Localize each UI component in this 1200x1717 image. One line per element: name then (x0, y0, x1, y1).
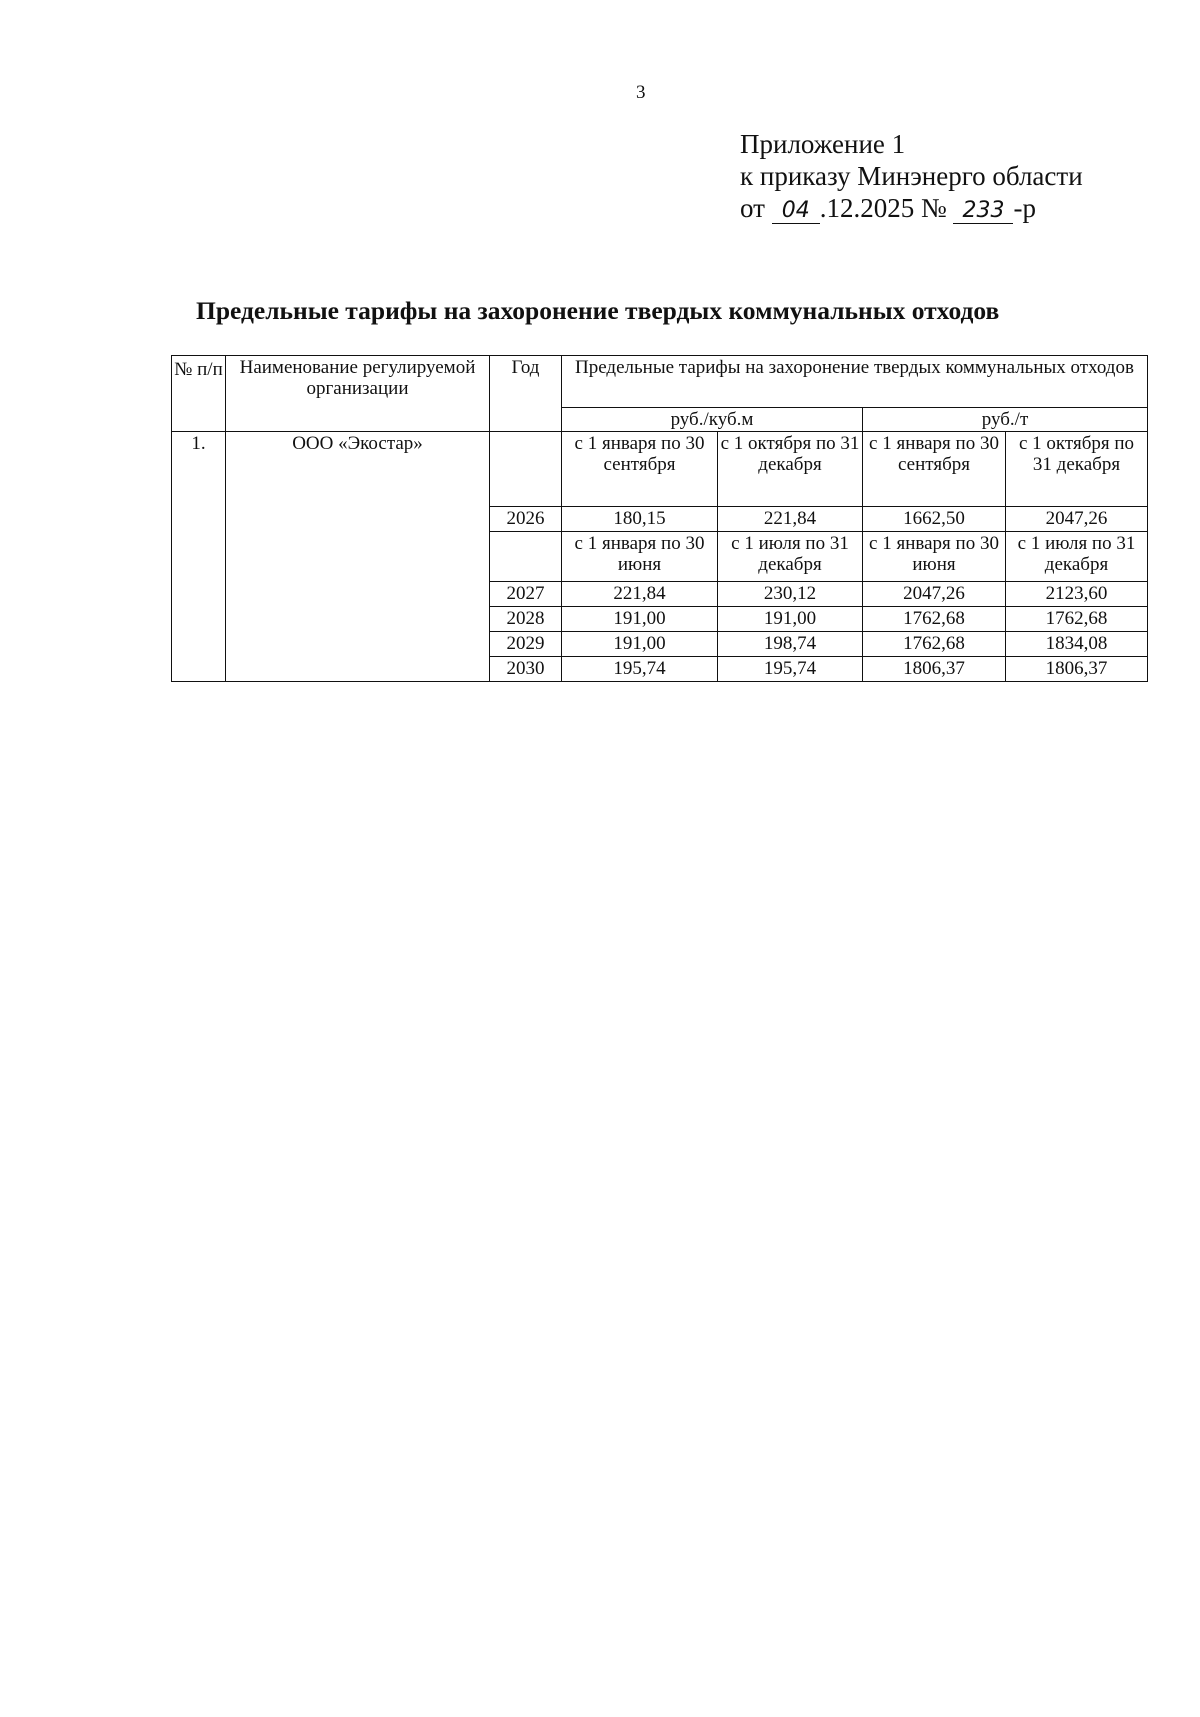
date-rest: .12.2025 № (819, 193, 947, 223)
appendix-line-2: к приказу Минэнерго области (740, 161, 1083, 191)
value-cell: 2123,60 (1006, 582, 1148, 607)
order-suffix: -р (1013, 193, 1036, 223)
header-unit-m3: руб./куб.м (562, 408, 863, 432)
handwritten-day: 04 (772, 199, 820, 224)
appendix-line-3 (740, 192, 1083, 224)
header-year: Год (490, 356, 562, 432)
handwritten-number: 233 (953, 199, 1013, 224)
value-cell: 1834,08 (1006, 632, 1148, 657)
header-num: № п/п (172, 356, 226, 432)
value-cell: 1806,37 (1006, 657, 1148, 682)
value-cell: 230,12 (718, 582, 863, 607)
value-cell: 191,00 (718, 607, 863, 632)
period-cell: с 1 июля по 31 декабря (1006, 532, 1148, 582)
value-cell: 191,00 (562, 632, 718, 657)
year-cell: 2030 (490, 657, 562, 682)
header-tariffs: Предельные тарифы на захоронение твердых коммунальных отходов (562, 356, 1148, 408)
year-cell: 2028 (490, 607, 562, 632)
value-cell: 1762,68 (1006, 607, 1148, 632)
period-cell: с 1 октября по 31 декабря (718, 432, 863, 507)
document-title: Предельные тарифы на захоронение твердых коммунальных отходов (196, 296, 1000, 325)
date-prefix: от (740, 193, 765, 223)
header-unit-t: руб./т (863, 408, 1148, 432)
organization-name: ООО «Экостар» (226, 432, 490, 682)
value-cell: 2047,26 (863, 582, 1006, 607)
year-empty (490, 532, 562, 582)
value-cell: 1662,50 (863, 507, 1006, 532)
value-cell: 1762,68 (863, 632, 1006, 657)
period-cell: с 1 января по 30 июня (863, 532, 1006, 582)
year-cell: 2027 (490, 582, 562, 607)
appendix-block (740, 128, 1083, 224)
year-cell: 2029 (490, 632, 562, 657)
value-cell: 221,84 (718, 507, 863, 532)
value-cell: 191,00 (562, 607, 718, 632)
header-org: Наименование регулируемой организации (226, 356, 490, 432)
row-number: 1. (172, 432, 226, 682)
value-cell: 221,84 (562, 582, 718, 607)
value-cell: 2047,26 (1006, 507, 1148, 532)
value-cell: 1806,37 (863, 657, 1006, 682)
period-cell: с 1 января по 30 июня (562, 532, 718, 582)
period-cell: с 1 января по 30 сентября (863, 432, 1006, 507)
value-cell: 198,74 (718, 632, 863, 657)
year-cell: 2026 (490, 507, 562, 532)
value-cell: 195,74 (562, 657, 718, 682)
period-cell: с 1 января по 30 сентября (562, 432, 718, 507)
period-cell: с 1 июля по 31 декабря (718, 532, 863, 582)
appendix-line-1: Приложение 1 (740, 129, 906, 159)
value-cell: 1762,68 (863, 607, 1006, 632)
period-cell: с 1 октября по 31 декабря (1006, 432, 1148, 507)
year-empty (490, 432, 562, 507)
value-cell: 180,15 (562, 507, 718, 532)
value-cell: 195,74 (718, 657, 863, 682)
page-number: 3 (636, 82, 646, 103)
tariffs-table (171, 355, 1148, 682)
